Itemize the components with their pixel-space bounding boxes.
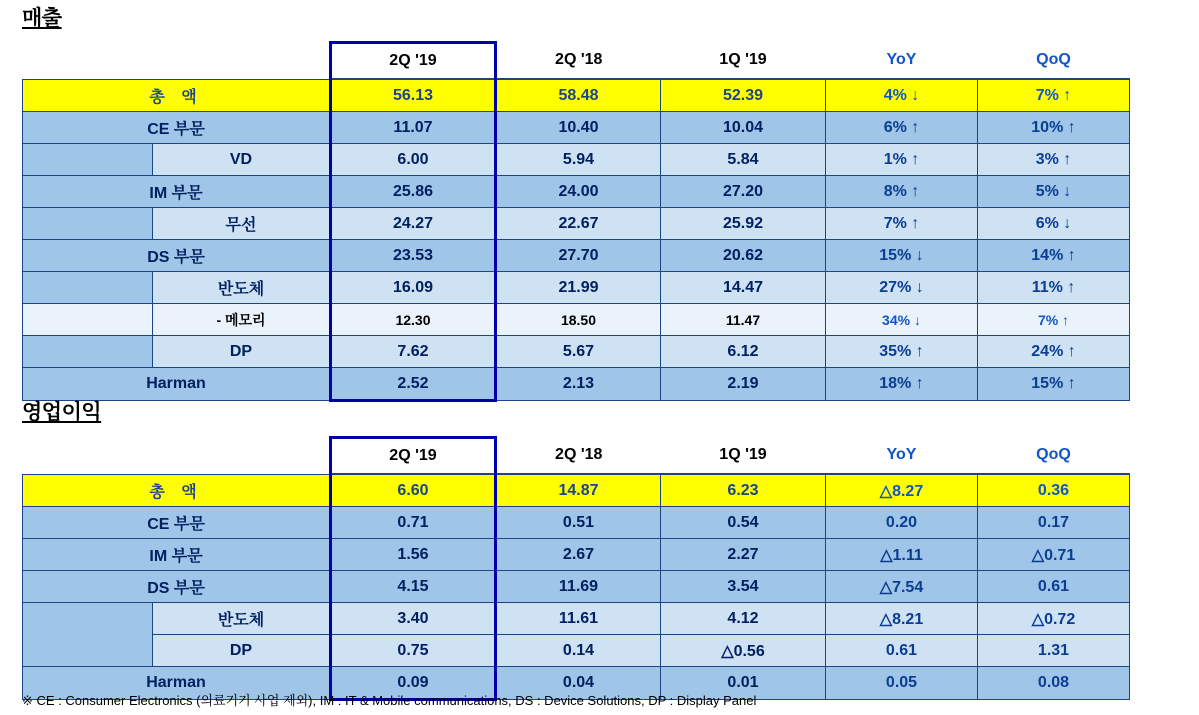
cell-2q18: 10.40	[496, 112, 661, 144]
cell-yoy: △8.27	[826, 474, 978, 507]
cell-2q19: 7.62	[331, 336, 496, 368]
cell-2q18: 0.14	[496, 635, 661, 667]
table-row	[23, 474, 1130, 507]
footnote: ※ CE : Consumer Electronics (의료기기 사업 제외), IM : IT & Mobile communications, DS : Device Solutions, DP : Display Panel	[22, 693, 757, 708]
cell-1q19: 0.54	[661, 507, 826, 539]
row-label-total: 총 액	[23, 474, 331, 507]
cell-1q19: 4.12	[661, 603, 826, 635]
row-label-harman: Harman	[23, 368, 331, 401]
cell-2q18: 11.69	[496, 571, 661, 603]
table-row	[23, 635, 1130, 667]
cell-2q18: 24.00	[496, 176, 661, 208]
cell-2q18: 2.67	[496, 539, 661, 571]
cell-yoy: △8.21	[826, 603, 978, 635]
row-indent-spacer	[23, 144, 153, 176]
cell-2q18: 5.67	[496, 336, 661, 368]
table-row	[23, 208, 1130, 240]
table-row	[23, 112, 1130, 144]
table-row	[23, 176, 1130, 208]
cell-qoq: 7% ↑	[978, 304, 1130, 336]
header-blank	[23, 438, 331, 475]
cell-qoq: 1.31	[978, 635, 1130, 667]
cell-yoy: 34% ↓	[826, 304, 978, 336]
cell-qoq: 10% ↑	[978, 112, 1130, 144]
row-label-total: 총 액	[23, 79, 331, 112]
cell-1q19: 5.84	[661, 144, 826, 176]
cell-1q19: 27.20	[661, 176, 826, 208]
cell-2q19: 11.07	[331, 112, 496, 144]
cell-1q19: 6.12	[661, 336, 826, 368]
row-label-ds: DS 부문	[23, 571, 331, 603]
cell-1q19: 52.39	[661, 79, 826, 112]
cell-1q19: 2.19	[661, 368, 826, 401]
cell-qoq: △0.72	[978, 603, 1130, 635]
cell-1q19: △0.56	[661, 635, 826, 667]
cell-qoq: 24% ↑	[978, 336, 1130, 368]
cell-yoy: 18% ↑	[826, 368, 978, 401]
cell-2q19: 4.15	[331, 571, 496, 603]
cell-2q19: 23.53	[331, 240, 496, 272]
cell-yoy: 8% ↑	[826, 176, 978, 208]
row-label-vd: VD	[153, 144, 331, 176]
header-yoy: YoY	[826, 43, 978, 80]
row-indent-spacer	[23, 336, 153, 368]
row-indent-spacer	[23, 272, 153, 304]
table-row	[23, 240, 1130, 272]
header-2q18: 2Q '18	[496, 43, 661, 80]
cell-1q19: 0.01	[661, 667, 826, 700]
cell-qoq: 0.36	[978, 474, 1130, 507]
table-row	[23, 507, 1130, 539]
table-row	[23, 539, 1130, 571]
cell-2q18: 14.87	[496, 474, 661, 507]
cell-2q19: 0.75	[331, 635, 496, 667]
cell-qoq: 7% ↑	[978, 79, 1130, 112]
cell-2q19: 2.52	[331, 368, 496, 401]
header-1q19: 1Q '19	[661, 438, 826, 475]
row-label-im: IM 부문	[23, 176, 331, 208]
row-label-dp: DP	[153, 336, 331, 368]
cell-qoq: 11% ↑	[978, 272, 1130, 304]
header-2q19: 2Q '19	[331, 438, 496, 475]
cell-yoy: 35% ↑	[826, 336, 978, 368]
table-row	[23, 571, 1130, 603]
cell-1q19: 20.62	[661, 240, 826, 272]
row-label-ce: CE 부문	[23, 507, 331, 539]
cell-qoq: 6% ↓	[978, 208, 1130, 240]
cell-2q18: 0.04	[496, 667, 661, 700]
cell-qoq: 0.17	[978, 507, 1130, 539]
row-indent-spacer	[23, 603, 153, 667]
row-label-dp: DP	[153, 635, 331, 667]
cell-yoy: 15% ↓	[826, 240, 978, 272]
table-row	[23, 368, 1130, 401]
cell-qoq: 15% ↑	[978, 368, 1130, 401]
cell-yoy: 7% ↑	[826, 208, 978, 240]
table-row	[23, 603, 1130, 635]
row-label-semiconductor: 반도체	[153, 603, 331, 635]
cell-2q18: 58.48	[496, 79, 661, 112]
cell-2q19: 0.09	[331, 667, 496, 700]
cell-2q19: 25.86	[331, 176, 496, 208]
row-label-ce: CE 부문	[23, 112, 331, 144]
row-label-semiconductor: 반도체	[153, 272, 331, 304]
row-label-mobile: 무선	[153, 208, 331, 240]
cell-2q19: 1.56	[331, 539, 496, 571]
cell-qoq: 0.61	[978, 571, 1130, 603]
cell-2q19: 56.13	[331, 79, 496, 112]
cell-2q18: 21.99	[496, 272, 661, 304]
cell-2q18: 11.61	[496, 603, 661, 635]
cell-qoq: △0.71	[978, 539, 1130, 571]
cell-yoy: 0.05	[826, 667, 978, 700]
header-yoy: YoY	[826, 438, 978, 475]
cell-2q19: 6.00	[331, 144, 496, 176]
cell-2q18: 0.51	[496, 507, 661, 539]
cell-yoy: 1% ↑	[826, 144, 978, 176]
section-title-revenue: 매출	[22, 7, 62, 30]
cell-yoy: 0.20	[826, 507, 978, 539]
cell-yoy: △1.11	[826, 539, 978, 571]
table-row	[23, 79, 1130, 112]
cell-1q19: 11.47	[661, 304, 826, 336]
cell-1q19: 3.54	[661, 571, 826, 603]
row-label-memory: - 메모리	[153, 304, 331, 336]
table-row	[23, 272, 1130, 304]
cell-qoq: 5% ↓	[978, 176, 1130, 208]
row-label-harman: Harman	[23, 667, 331, 700]
cell-qoq: 14% ↑	[978, 240, 1130, 272]
table-row	[23, 144, 1130, 176]
cell-2q19: 12.30	[331, 304, 496, 336]
table-row	[23, 304, 1130, 336]
row-indent-spacer	[23, 304, 153, 336]
cell-1q19: 14.47	[661, 272, 826, 304]
cell-yoy: 4% ↓	[826, 79, 978, 112]
cell-1q19: 25.92	[661, 208, 826, 240]
cell-yoy: 6% ↑	[826, 112, 978, 144]
operating-profit-table	[22, 436, 1130, 701]
table-header-row	[23, 43, 1130, 80]
cell-2q18: 2.13	[496, 368, 661, 401]
cell-yoy: △7.54	[826, 571, 978, 603]
header-blank	[23, 43, 331, 80]
table-row	[23, 336, 1130, 368]
cell-2q19: 6.60	[331, 474, 496, 507]
cell-2q19: 16.09	[331, 272, 496, 304]
cell-1q19: 2.27	[661, 539, 826, 571]
cell-qoq: 0.08	[978, 667, 1130, 700]
cell-qoq: 3% ↑	[978, 144, 1130, 176]
cell-2q18: 27.70	[496, 240, 661, 272]
cell-2q19: 24.27	[331, 208, 496, 240]
cell-yoy: 27% ↓	[826, 272, 978, 304]
header-2q18: 2Q '18	[496, 438, 661, 475]
cell-2q18: 22.67	[496, 208, 661, 240]
header-1q19: 1Q '19	[661, 43, 826, 80]
table-header-row	[23, 438, 1130, 475]
cell-1q19: 10.04	[661, 112, 826, 144]
revenue-table	[22, 41, 1130, 402]
header-qoq: QoQ	[978, 43, 1130, 80]
row-indent-spacer	[23, 208, 153, 240]
cell-2q18: 18.50	[496, 304, 661, 336]
cell-1q19: 6.23	[661, 474, 826, 507]
section-title-operating-profit: 영업이익	[22, 401, 102, 424]
header-qoq: QoQ	[978, 438, 1130, 475]
cell-2q18: 5.94	[496, 144, 661, 176]
cell-2q19: 3.40	[331, 603, 496, 635]
cell-yoy: 0.61	[826, 635, 978, 667]
row-label-ds: DS 부문	[23, 240, 331, 272]
header-2q19: 2Q '19	[331, 43, 496, 80]
cell-2q19: 0.71	[331, 507, 496, 539]
row-label-im: IM 부문	[23, 539, 331, 571]
